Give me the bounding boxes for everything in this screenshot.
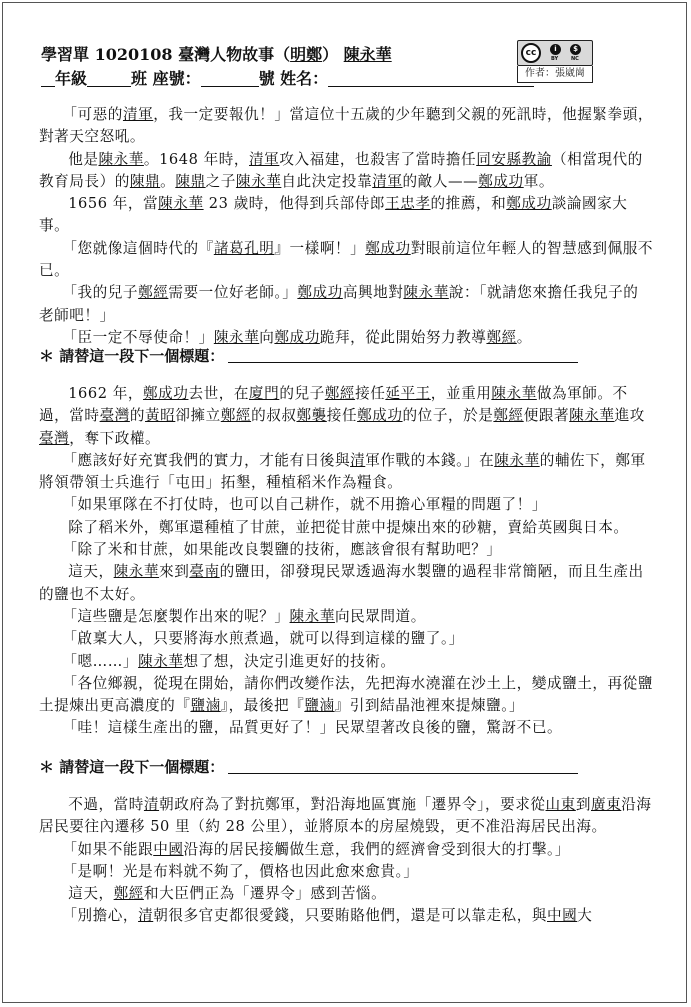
proper-noun: 臺南 <box>189 563 220 581</box>
story-paragraph: 「各位鄉親，從現在開始，請你們改變作法，先把海水澆灌在沙土上，變成鹽土，再從鹽土提煉出更高濃度的『鹽滷』，最後把『鹽滷』引到結晶池裡來提煉鹽。」 <box>39 674 653 715</box>
proper-noun: 王忠孝 <box>385 195 431 213</box>
proper-noun: 鄭成功 <box>274 328 320 346</box>
proper-noun: 清 <box>350 451 366 469</box>
story-paragraph: 「別擔心，清朝很多官吏都很愛錢，只要賄賂他們，還是可以靠走私，與中國大 <box>62 907 593 925</box>
cc-badge <box>517 40 593 66</box>
student-info-line <box>41 66 534 89</box>
story-paragraph: 「我的兒子鄭經需要一位好老師。」鄭成功高興地對陳永華說：「就請您來擔任我兒子的老師吧！」 <box>39 284 639 324</box>
proper-noun: 陳永華 <box>213 328 260 346</box>
title-person-name: 陳永華 <box>343 45 392 64</box>
title-answer-blank-1[interactable] <box>228 348 578 363</box>
story-paragraph: 「如果軍隊在不打仗時，也可以自己耕作，就不用擔心軍糧的問題了！」 <box>62 496 547 514</box>
proper-noun: 鄭成功 <box>357 407 403 425</box>
proper-noun: 陳鼎 <box>129 172 161 190</box>
cc-logo-icon: cc <box>521 43 541 63</box>
story-paragraph: 「是啊！光是布料就不夠了，價格也因此愈來愈貴。」 <box>62 862 419 880</box>
proper-noun: 中國 <box>547 907 578 925</box>
attribution-icon: i <box>550 44 561 55</box>
noncommercial-icon: $ <box>570 44 581 55</box>
proper-noun: 陳永華 <box>113 563 160 581</box>
title-answer-blank-2[interactable] <box>228 759 578 774</box>
class-seat-label: 班 座號： <box>131 69 201 88</box>
proper-noun: 陳鼎 <box>175 172 206 190</box>
proper-noun: 鄭成功 <box>365 239 411 257</box>
story-paragraph: 「可惡的清軍，我一定要報仇！」當這位十五歲的少年聽到父親的死訊時，他握緊拳頭，對著天空怒吼。 <box>39 106 653 146</box>
proper-noun: 陳永華 <box>403 284 449 302</box>
proper-noun: 諸葛孔明 <box>213 239 275 257</box>
proper-noun: 鄭經 <box>220 407 252 425</box>
proper-noun: 黃昭 <box>145 407 176 425</box>
seat-number-blank[interactable] <box>201 70 259 87</box>
class-blank[interactable] <box>87 70 131 87</box>
story-paragraph: 「臣一定不辱使命！」陳永華向鄭成功跪拜，從此開始努力教導鄭經。 <box>62 328 532 346</box>
story-section-1 <box>39 104 653 349</box>
proper-noun: 鄭成功 <box>478 172 524 190</box>
story-paragraph: 這天，陳永華來到臺南的鹽田，卻發現民眾透過海水製鹽的過程非常簡陋，而且生產出的鹽也不太好。 <box>39 563 644 603</box>
proper-noun: 鄭成功 <box>297 284 343 302</box>
story-paragraph: 1662 年，鄭成功去世，在廈門的兒子鄭經接任延平王，並重用陳永華做為軍師。不過，當時臺灣的黃昭卻擁立鄭經的叔叔鄭襲接任鄭成功的位子，於是鄭經便跟著陳永華進攻臺灣，奪下政權。 <box>39 385 645 447</box>
proper-noun: 清軍 <box>249 150 280 168</box>
proper-noun: 陳永華 <box>235 172 282 190</box>
proper-noun: 清 <box>138 907 154 925</box>
proper-noun: 陳永華 <box>289 607 335 625</box>
proper-noun: 同安縣教諭 <box>476 150 552 168</box>
proper-noun: 鄭經 <box>486 328 517 346</box>
proper-noun: 鄭成功 <box>506 195 552 213</box>
story-paragraph: 「哇！這樣生產出的鹽，品質更好了！」民眾望著改良後的鹽，驚訝不已。 <box>62 719 563 737</box>
story-paragraph: 「嗯……」陳永華想了想，決定引進更好的技術。 <box>62 652 396 670</box>
proper-noun: 清軍 <box>372 172 403 190</box>
proper-noun: 鹽滷 <box>190 697 221 715</box>
proper-noun: 廈門 <box>249 385 280 402</box>
cc-license <box>517 40 593 85</box>
proper-noun: 臺灣 <box>99 407 130 425</box>
proper-noun: 臺灣 <box>39 429 70 447</box>
proper-noun: 鄭成功 <box>143 385 189 402</box>
proper-noun: 陳永華 <box>98 150 144 168</box>
author-credit: 作者：張崴崗 <box>517 66 593 83</box>
story-section-3 <box>39 794 653 928</box>
proper-noun: 清軍 <box>122 106 154 123</box>
title-dynasty: 明鄭 <box>290 45 323 64</box>
story-paragraph: 1656 年，當陳永華 23 歲時，他得到兵部侍郎王忠孝的推薦，和鄭成功談論國家大事。 <box>39 195 628 235</box>
prompt-label: ＊ 請替這一段下一個標題： <box>39 758 225 776</box>
story-section-2 <box>39 383 653 740</box>
proper-noun: 陳永華 <box>138 652 184 670</box>
story-paragraph: 「這些鹽是怎麼製作出來的呢？」陳永華向民眾問道。 <box>62 607 426 625</box>
title-prefix: 學習單 1020108 臺灣人物故事（ <box>41 45 291 64</box>
story-paragraph: 「啟稟大人，只要將海水煎煮過，就可以得到這樣的鹽了。」 <box>62 630 464 648</box>
nc-label: NC <box>571 56 579 62</box>
story-paragraph: 「如果不能跟中國沿海的居民接觸做生意，我們的經濟會受到很大的打擊。」 <box>62 840 570 858</box>
proper-noun: 陳永華 <box>569 407 615 425</box>
story-paragraph: 除了稻米外，鄭軍還種植了甘蔗，並把從甘蔗中提煉出來的砂糖，賣給英國與日本。 <box>68 518 629 536</box>
proper-noun: 陳永華 <box>494 451 540 469</box>
proper-noun: 延平王 <box>385 385 431 402</box>
title-prompt-2 <box>39 756 578 777</box>
title-mid: ） <box>322 45 344 64</box>
name-blank[interactable] <box>328 70 534 87</box>
prompt-label: ＊ 請替這一段下一個標題： <box>39 347 225 365</box>
proper-noun: 陳永華 <box>491 385 537 402</box>
grade-blank[interactable] <box>41 70 55 87</box>
proper-noun: 陳永華 <box>158 195 204 213</box>
proper-noun: 山東 <box>545 796 576 813</box>
story-paragraph: 「您就像這個時代的『諸葛孔明』一樣啊！」鄭成功對眼前這位年輕人的智慧感到佩服不已。 <box>39 239 654 280</box>
proper-noun: 中國 <box>153 840 184 858</box>
grade-label: 年級 <box>55 69 88 88</box>
proper-noun: 清 <box>143 796 160 813</box>
title-prompt-1 <box>39 345 578 366</box>
by-label: BY <box>551 56 559 62</box>
story-paragraph: 不過，當時清朝政府為了對抗鄭軍，對沿海地區實施「遷界令」，要求從山東到廣東沿海居民要往內遷移 50 里（約 28 公里），並將原本的房屋燒毀，更不准沿海居民出海。 <box>39 796 652 836</box>
proper-noun: 鄭經 <box>138 284 169 302</box>
proper-noun: 廣東 <box>590 796 622 813</box>
story-paragraph: 「應該好好充實我們的實力，才能有日後與清軍作戰的本錢。」在陳永華的輔佐下，鄭軍將領帶領士兵進行「屯田」拓墾，種植稻米作為糧食。 <box>39 451 646 492</box>
worksheet-title <box>41 42 392 65</box>
proper-noun: 鄭經 <box>493 407 524 425</box>
proper-noun: 鄭襲 <box>296 407 327 425</box>
proper-noun: 鄭經 <box>113 885 144 903</box>
story-paragraph: 這天，鄭經和大臣們正為「遷界令」感到苦惱。 <box>68 885 387 903</box>
story-paragraph: 「除了米和甘蔗，如果能改良製鹽的技術，應該會很有幫助吧？」 <box>62 541 502 559</box>
number-name-label: 號 姓名： <box>258 69 329 88</box>
proper-noun: 鹽滷 <box>304 697 335 715</box>
proper-noun: 鄭經 <box>324 385 356 402</box>
story-paragraph: 他是陳永華。1648 年時，清軍攻入福建，也殺害了當時擔任同安縣教諭（相當現代的教育局長）的陳鼎。陳鼎之子陳永華自此決定投靠清軍的敵人——鄭成功軍。 <box>39 150 643 190</box>
